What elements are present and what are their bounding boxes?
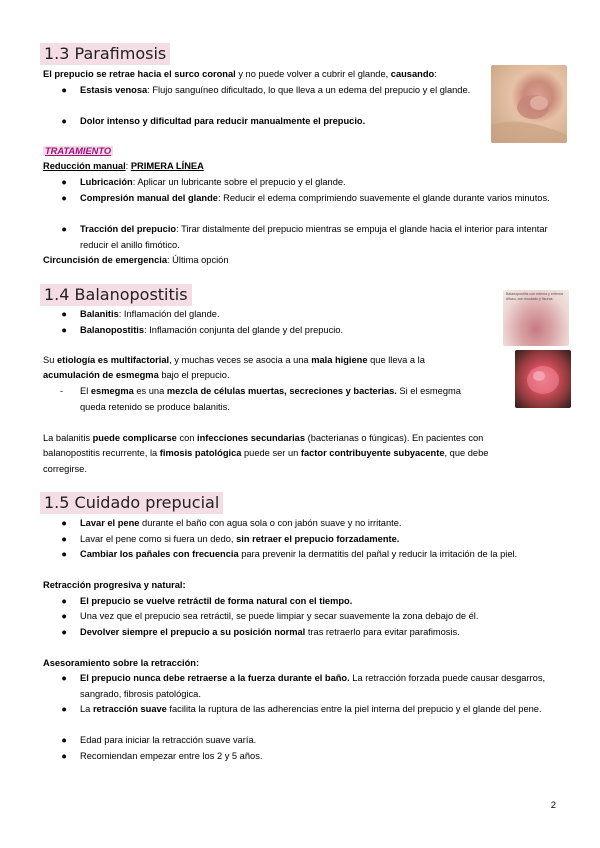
bullet-estasis-venosa	[80, 83, 475, 99]
bullet-text: Lavar el pene como si fuera un dedo,	[80, 534, 237, 544]
bold-term: retracción suave	[92, 704, 167, 714]
bullet-text: : Inflamación del glande.	[118, 309, 220, 319]
bullet-limpiar-secar: Una vez que el prepucio sea retráctil, se puede limpiar y secar suavemente la zona debajo de él.	[80, 611, 479, 621]
bullet-text: : Reducir el edema comprimiendo suavemente el glande durante varios minutos.	[217, 193, 550, 203]
complication-paragraph-line-1	[43, 431, 483, 447]
text: puede ser un	[241, 448, 301, 458]
bullet-icon: ●	[61, 627, 67, 637]
paraphimosis-photo	[491, 65, 567, 143]
bullet-icon: ●	[61, 116, 67, 126]
treatment-heading	[43, 144, 113, 160]
bold-term: Circuncisión de emergencia	[43, 255, 168, 265]
text: es una	[133, 386, 167, 396]
subheading-text: Asesoramiento sobre la retracción:	[43, 658, 200, 668]
bullet-edad-inicio: Edad para iniciar la retracción suave varía.	[80, 735, 257, 745]
balanitis-photo-2	[515, 350, 571, 408]
bullet-icon: ●	[61, 518, 67, 528]
balanitis-photo-1	[503, 290, 569, 346]
bullet-retraccion-suave	[80, 702, 555, 718]
reduction-label: Reducción manual	[43, 161, 126, 171]
bullet-icon: ●	[61, 534, 67, 544]
treatment-heading-label: TRATAMIENTO	[45, 146, 112, 156]
bold-term: infecciones secundarias	[197, 433, 306, 443]
line-text: : Última opción	[167, 255, 229, 265]
bold-term: Compresión manual del glande	[80, 193, 218, 203]
bullet-text: durante el baño con agua sola o con jabón suave y no irritante.	[139, 518, 402, 528]
intro-text-2: :	[434, 69, 437, 79]
paraphimosis-photo-art	[491, 65, 567, 143]
text: , y muchas veces se asocia a una	[169, 355, 312, 365]
bold-term: Devolver siempre el prepucio a su posición normal	[80, 627, 306, 637]
intro-bold-1: El prepucio se retrae hacia el surco coronal	[43, 69, 236, 79]
bullet-icon: ●	[61, 85, 67, 95]
bullet-icon: ●	[61, 309, 67, 319]
bold-term: acumulación de esmegma	[43, 370, 159, 380]
bullet-icon: ●	[61, 751, 67, 761]
subheading-text: Retracción progresiva y natural:	[43, 580, 186, 590]
text: Si el esmegma	[396, 386, 461, 396]
bullet-devolver-prepucio	[80, 625, 460, 641]
bold-term: Lubricación	[80, 177, 133, 187]
bold-term: Dolor intenso y dificultad para reducir manualmente el prepucio.	[80, 116, 366, 126]
bullet-icon: ●	[61, 611, 67, 621]
section-heading-cuidado-prepucial: 1.5 Cuidado prepucial	[40, 492, 223, 514]
parafimosis-intro	[43, 67, 437, 83]
bullet-icon: ●	[61, 673, 67, 683]
bold-term: fimosis patológica	[159, 448, 242, 458]
bold-term: sin retraer el prepucio forzadamente.	[236, 534, 400, 544]
bold-term: Balanopostitis	[80, 325, 145, 335]
bullet-lavar-como-dedo	[80, 532, 399, 548]
subheading-asesoramiento	[43, 656, 199, 672]
bold-term: mezcla de células muertas, secreciones y bacterias.	[166, 386, 397, 396]
bullet-recomendacion-edad: Recomiendan empezar entre los 2 y 5 años.	[80, 751, 263, 761]
bullet-icon: ●	[61, 549, 67, 559]
bold-term: Tracción del prepucio	[80, 224, 177, 234]
text: bajo el prepucio.	[158, 370, 230, 380]
bullet-text: : Inflamación conjunta del glande y del prepucio.	[144, 325, 344, 335]
page-number: 2	[550, 800, 556, 811]
bullet-text: : Aplicar un lubricante sobre el prepucio y el glande.	[132, 177, 346, 187]
bold-term: El prepucio se vuelve retráctil de forma natural con el tiempo.	[80, 596, 353, 606]
bullet-icon: ●	[61, 704, 67, 714]
complication-paragraph-line-2	[43, 446, 488, 462]
etiology-paragraph-line-1	[43, 353, 425, 369]
bullet-text: facilita la ruptura de las adherencias entre la piel interna del prepucio y el glande del pene.	[166, 704, 542, 714]
reduction-manual-line	[43, 159, 204, 175]
bullet-nunca-forzar	[80, 671, 555, 702]
section-heading-balanopostitis: 1.4 Balanopostitis	[40, 284, 192, 306]
bullet-compresion	[80, 191, 550, 207]
intro-text-1: y no puede volver a cubrir el glande,	[235, 69, 391, 79]
bold-term: Balanitis	[80, 309, 119, 319]
complication-paragraph-line-3: corregirse.	[43, 464, 87, 474]
bullet-icon: ●	[61, 193, 67, 203]
reduction-sep: :	[125, 161, 131, 171]
text: Su	[43, 355, 57, 365]
text: La balanitis	[43, 433, 93, 443]
bullet-balanitis	[80, 307, 220, 323]
bullet-icon: ●	[61, 596, 67, 606]
bullet-traccion	[80, 222, 555, 253]
bullet-text: La retracción forzada puede causar desgarros, sangrado, fibrosis patológica.	[80, 673, 546, 699]
bold-term: puede complicarse	[92, 433, 177, 443]
bullet-icon: ●	[61, 177, 67, 187]
bullet-icon: ●	[61, 224, 67, 234]
reduction-first-line: PRIMERA LÍNEA	[130, 161, 204, 171]
dash-marker: -	[60, 386, 64, 396]
bullet-balanopostitis	[80, 323, 343, 339]
balanitis-photo-caption: Balanopostitis con edema y eritema difuso, con exudado y fisuras	[506, 292, 563, 301]
esmegma-line-2: queda retenido se produce balanitis.	[80, 402, 230, 412]
text: El	[80, 386, 91, 396]
section-heading-parafimosis: 1.3 Parafimosis	[40, 43, 170, 65]
text: balanopostitis recurrente, la	[43, 448, 160, 458]
bullet-icon: ●	[61, 735, 67, 745]
bold-term: Estasis venosa	[80, 85, 148, 95]
text: (bacterianas o fúngicas). En pacientes con	[305, 433, 484, 443]
bold-term: mala higiene	[311, 355, 368, 365]
text: , que debe	[444, 448, 489, 458]
bullet-text: tras retraerlo para evitar parafimosis.	[305, 627, 460, 637]
bullet-text: : Tirar distalmente del prepucio mientras se empuja el glande hacia el interior para intentar reducir el anillo fimótico.	[80, 224, 548, 250]
emergency-circumcision	[43, 253, 229, 269]
bold-term: etiología es multifactorial	[56, 355, 170, 365]
bullet-text: para prevenir la dermatitis del pañal y reducir la irritación de la piel.	[238, 549, 518, 559]
bold-term: esmegma	[90, 386, 134, 396]
bullet-icon: ●	[61, 325, 67, 335]
bullet-lubricacion	[80, 175, 346, 191]
bullet-text: : Flujo sanguíneo dificultado, lo que lleva a un edema del prepucio y el glande.	[147, 85, 471, 95]
bold-term: Lavar el pene	[80, 518, 140, 528]
bullet-cambiar-panales	[80, 547, 517, 563]
bold-term: factor contribuyente subyacente	[300, 448, 445, 458]
bullet-lavar-pene	[80, 516, 401, 532]
balanitis-photo-2-art	[515, 350, 571, 408]
bullet-text: La	[80, 704, 93, 714]
bold-term: Cambiar los pañales con frecuencia	[80, 549, 239, 559]
etiology-paragraph-line-2	[43, 368, 230, 384]
esmegma-line-1	[80, 384, 461, 400]
bullet-dolor-intenso	[80, 114, 365, 130]
text: que lleva a la	[367, 355, 425, 365]
bold-term: El prepucio nunca debe retraerse a la fuerza durante el baño.	[80, 673, 350, 683]
bullet-retractil-natural	[80, 594, 352, 610]
text: con	[176, 433, 198, 443]
intro-bold-2: causando	[390, 69, 435, 79]
subheading-retraccion-progresiva	[43, 578, 186, 594]
